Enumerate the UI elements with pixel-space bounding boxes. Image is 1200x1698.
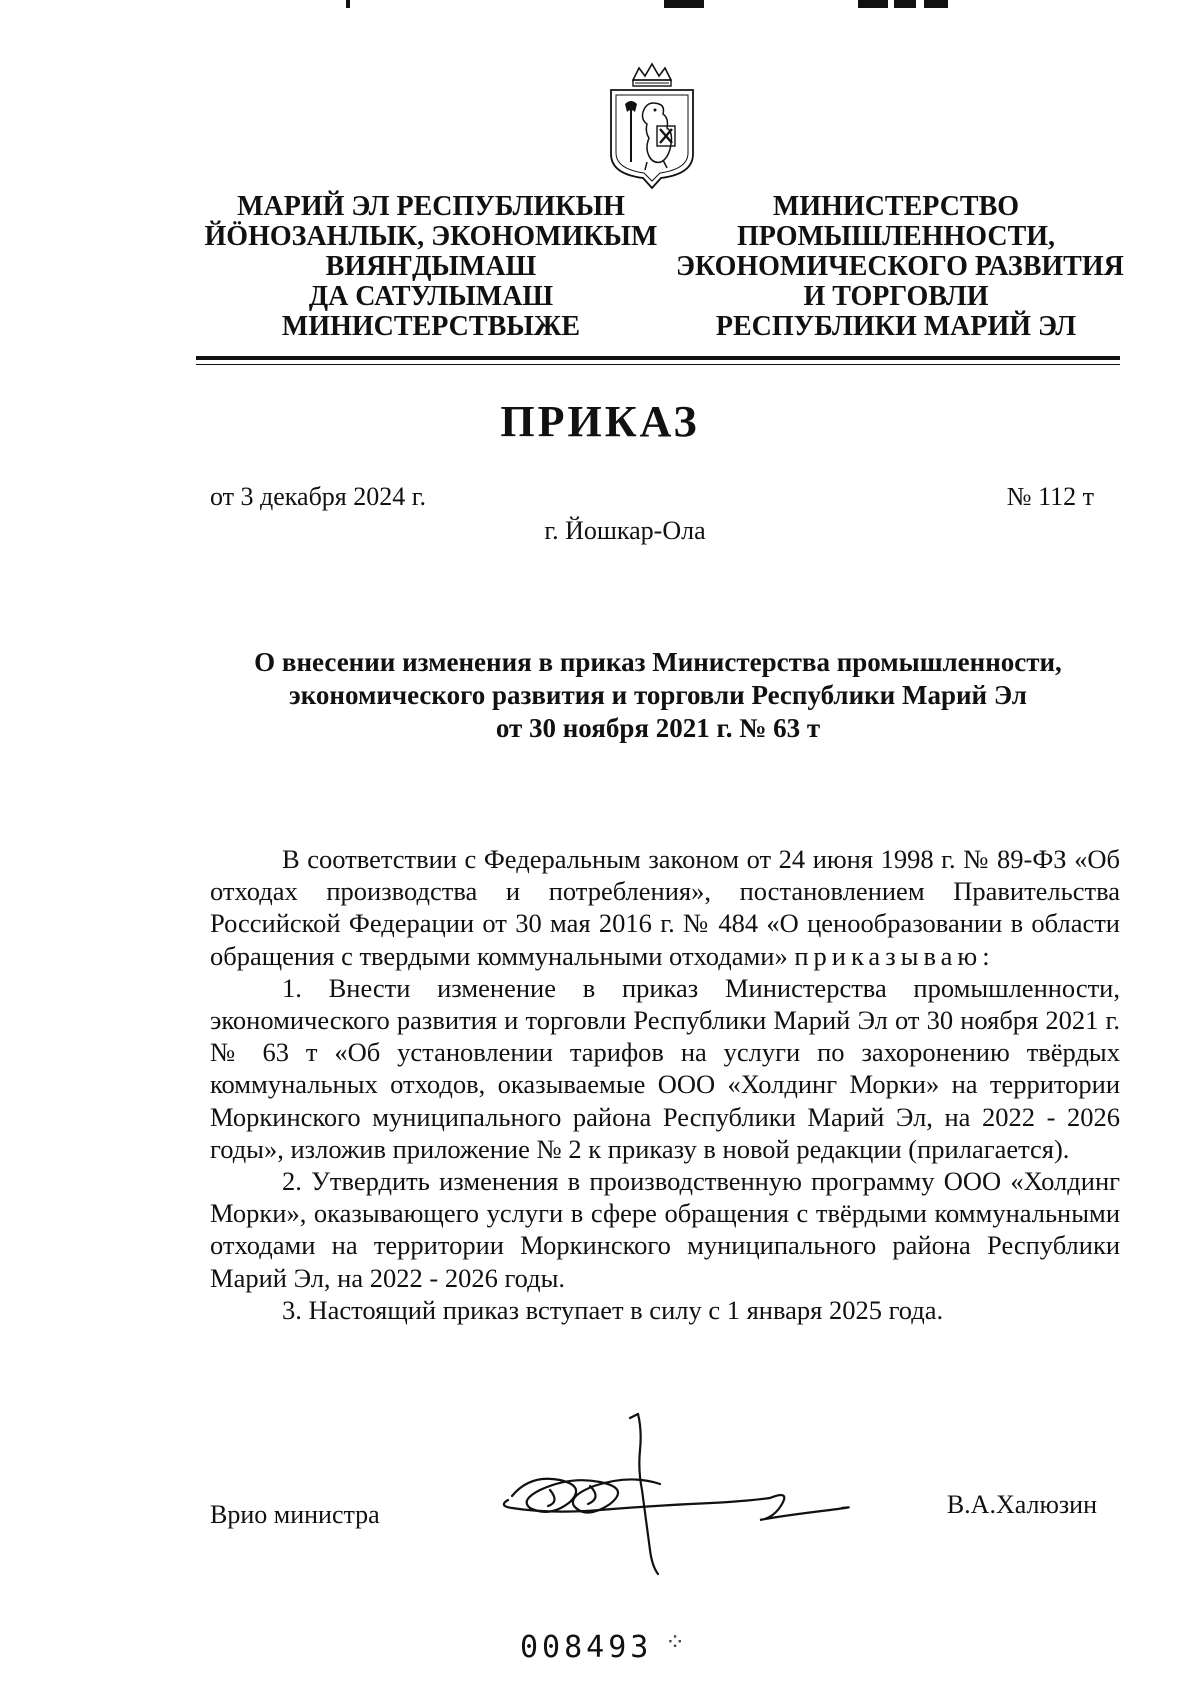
header-right-line: ЭКОНОМИЧЕСКОГО РАЗВИТИЯ (676, 251, 1124, 282)
signatory-role: Врио министра (210, 1500, 380, 1529)
header-left-line: МАРИЙ ЭЛ РЕСПУБЛИКЫН (237, 191, 625, 222)
header-left-line: МИНИСТЕРСТВЫЖЕ (281, 311, 581, 342)
document-serial-number: 008493 (520, 1630, 653, 1665)
header-right-line: РЕСПУБЛИКИ МАРИЙ ЭЛ (715, 311, 1077, 342)
header-left-line: ДА САТУЛЫМАШ (308, 281, 554, 312)
document-title: ПРИКАЗ (500, 397, 700, 446)
order-item-2: 2. Утвердить изменения в производственную программу ООО «Холдинг Морки», оказывающего услуги в сфере обращения с твёрдыми коммунальными отходами на территории Моркинского муниципального района Республики Марий Эл, на 2022 - 2026 годы. (210, 1166, 1120, 1293)
header-left-line: ВИЯҤДЫМАШ (325, 251, 537, 282)
header-divider-thick (196, 356, 1120, 360)
header-divider-thin (196, 364, 1120, 365)
preamble-paragraph (210, 843, 1120, 972)
signatory-name: В.А.Халюзин (946, 1490, 1097, 1519)
order-word: приказываю: (794, 940, 995, 971)
header-left-mari (196, 192, 666, 342)
order-item-1: 1. Внести изменение в приказ Министерства промышленности, экономического развития и торговли Республики Марий Эл от 30 ноября 2021 г. № 63 т «Об установлении тарифов на услуги по захоронению твёрдых коммунальных отходов, оказываемые ООО «Холдинг Морки» на территории Моркинского муниципального района Республики Марий Эл, на 2022 - 2026 годы», изложив приложение № 2 к приказу в новой редакции (прилагается). (210, 972, 1120, 1164)
header-right-line: ПРОМЫШЛЕННОСТИ, (736, 221, 1056, 252)
order-subject (196, 646, 1120, 745)
coat-of-arms-icon (605, 62, 699, 190)
order-item-3: 3. Настоящий приказ вступает в силу с 1 января 2025 года. (282, 1294, 944, 1325)
order-date: от 3 декабря 2024 г. (210, 482, 426, 511)
order-number: № 112 т (1006, 482, 1094, 511)
scan-artifact-top (0, 0, 1200, 14)
subject-line: экономического развития и торговли Республики Марий Эл (289, 680, 1027, 710)
header-right-line: И ТОРГОВЛИ (803, 281, 989, 312)
order-body (210, 843, 1120, 1326)
header-left-line: ЙӦНОЗАНЛЫК, ЭКОНОМИКЫМ (204, 221, 658, 252)
header-right-line: МИНИСТЕРСТВО (772, 191, 1020, 222)
order-city: г. Йошкар-Ола (544, 516, 706, 545)
header-right-russian (676, 191, 1124, 342)
ornament-mark: ⁘ (665, 1630, 686, 1656)
handwritten-signature-icon (490, 1410, 930, 1580)
subject-line: О внесении изменения в приказ Министерства промышленности, (254, 647, 1062, 677)
subject-line: от 30 ноября 2021 г. № 63 т (495, 713, 821, 743)
preamble-text: В соответствии с Федеральным законом от 24 июня 1998 г. № 89-ФЗ «Об отходах производства и потребления», постановлением Правительства Российской Федерации от 30 мая 2016 г. № 484 «О ценообразовании в области обращения с твердыми коммунальными отходами» (210, 844, 1120, 971)
